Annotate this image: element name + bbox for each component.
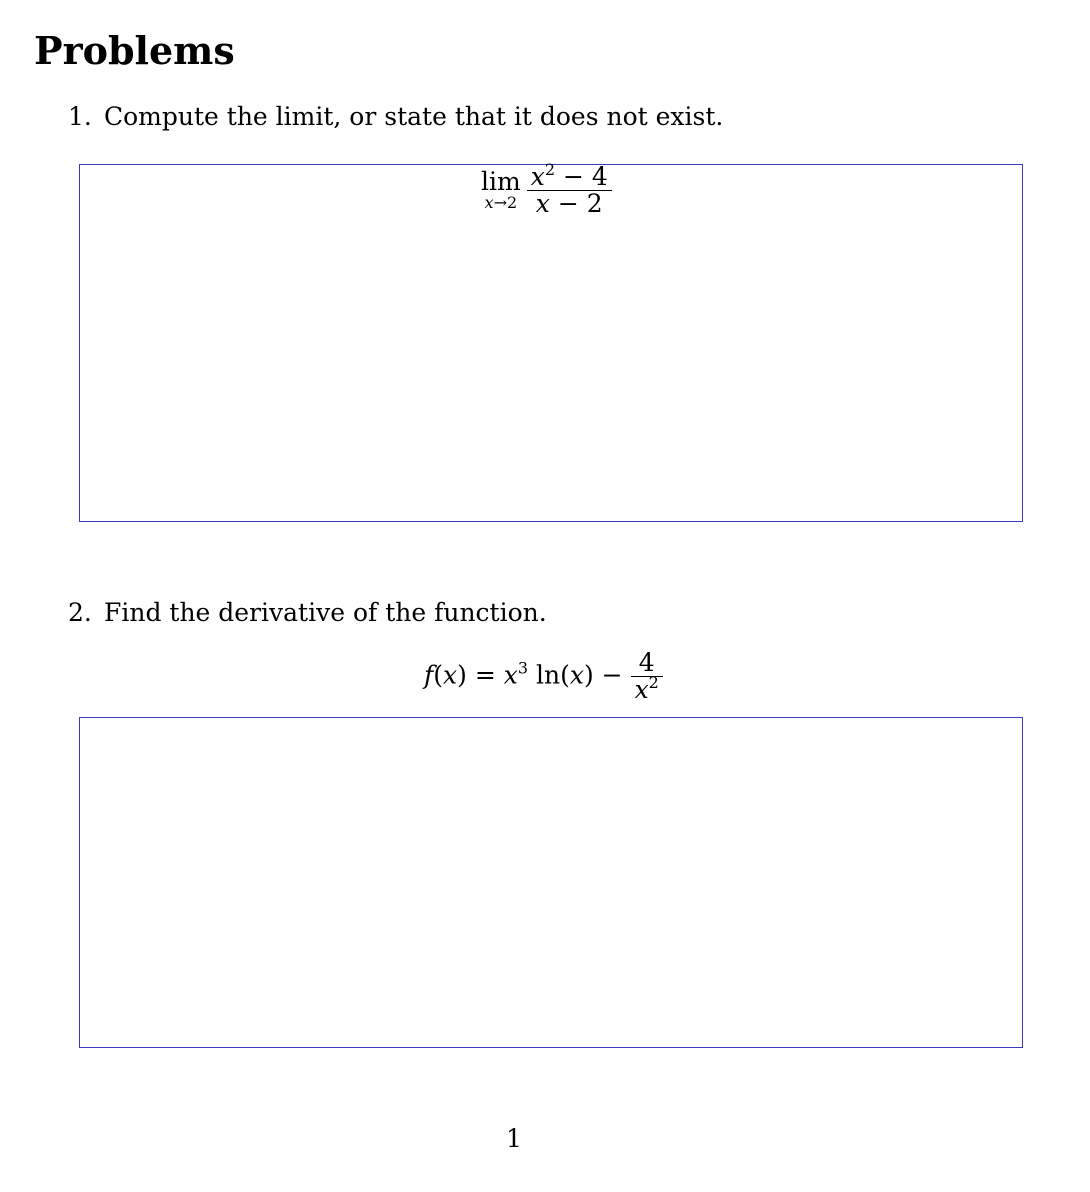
problem-1-prompt xyxy=(68,102,723,132)
problem-2-expression: $f(x) = x^3$ ln(x) − $\frac{4}{x^2}$ xyxy=(424,650,663,704)
answer-box-2[interactable] xyxy=(79,717,1023,1048)
problem-2-prompt xyxy=(68,598,547,628)
fraction-denominator: $x^2$ xyxy=(631,676,663,703)
limit-operator: lim x→2 xyxy=(481,167,521,213)
problem-1-number: 1. xyxy=(68,102,92,131)
page-number: 1 xyxy=(506,1124,522,1153)
problem-1-expression xyxy=(481,160,612,219)
derivative-fraction xyxy=(631,650,663,704)
page-title: Problems xyxy=(34,28,235,73)
limit-fraction xyxy=(527,160,612,219)
problem-2-text: Find the derivative of the function. xyxy=(104,598,547,627)
limit-denominator: x − 2 xyxy=(527,190,612,217)
fraction-numerator: 4 xyxy=(638,648,655,677)
problem-1-text: Compute the limit, or state that it does not exist. xyxy=(104,102,724,131)
limit-subscript: x→2 xyxy=(484,193,518,213)
limit-numerator: $x^2 - 4$ xyxy=(530,160,608,191)
problem-2-number: 2. xyxy=(68,598,92,627)
